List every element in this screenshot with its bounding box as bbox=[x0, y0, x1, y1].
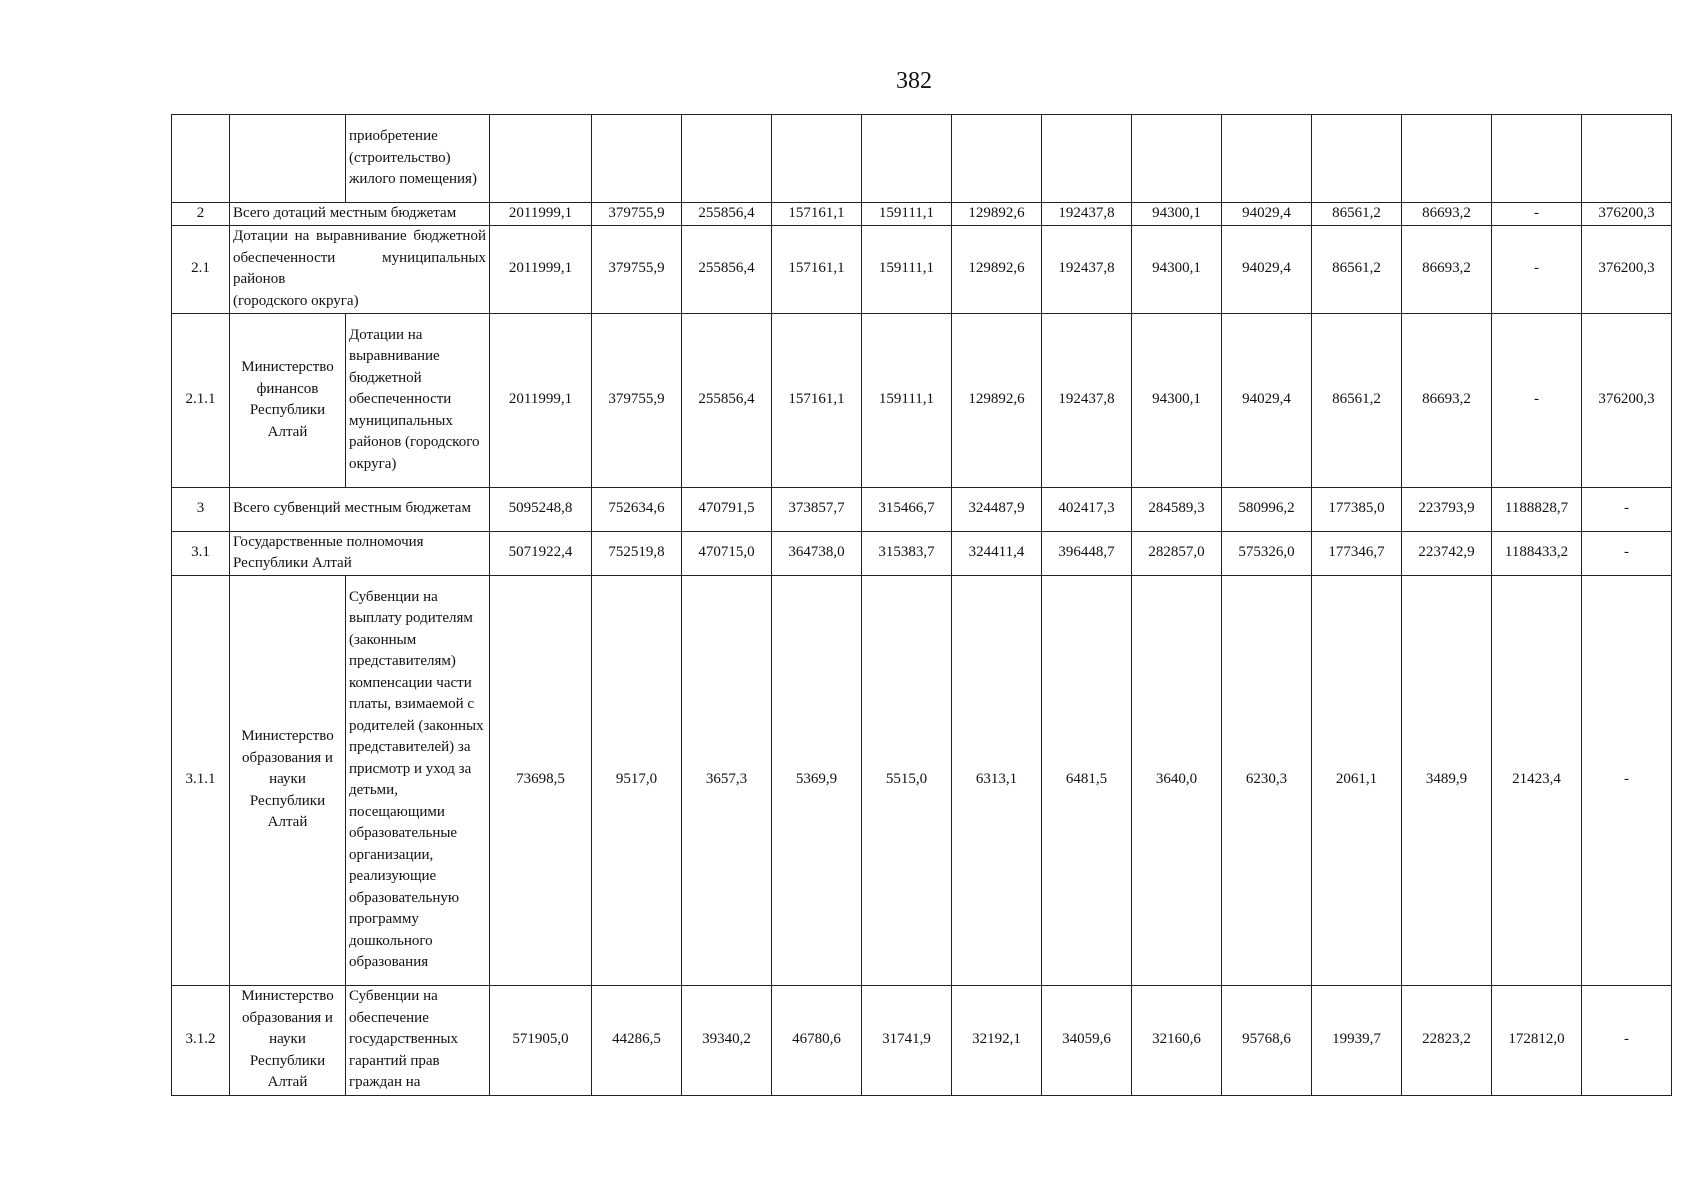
table-row bbox=[172, 575, 1672, 985]
cell-value: 31741,9 bbox=[862, 985, 952, 1095]
cell-value: 94300,1 bbox=[1132, 225, 1222, 313]
cell-value: 192437,8 bbox=[1042, 313, 1132, 487]
cell-value: - bbox=[1582, 531, 1672, 575]
table-row bbox=[172, 203, 1672, 226]
cell-value: 86561,2 bbox=[1312, 203, 1402, 226]
cell-value: 94029,4 bbox=[1222, 225, 1312, 313]
cell-value: 159111,1 bbox=[862, 225, 952, 313]
cell-value bbox=[1132, 115, 1222, 203]
cell-value: 376200,3 bbox=[1582, 203, 1672, 226]
cell-value: 94300,1 bbox=[1132, 313, 1222, 487]
cell-value: 129892,6 bbox=[952, 313, 1042, 487]
row-description: Дотации на выравнивание бюджетной обеспеченности муниципальных районов (городского округа) bbox=[346, 313, 490, 487]
table-row bbox=[172, 225, 1672, 313]
table-row bbox=[172, 531, 1672, 575]
cell-value: 34059,6 bbox=[1042, 985, 1132, 1095]
row-description: приобретение (строительство) жилого помещения) bbox=[346, 115, 490, 203]
cell-value: 324411,4 bbox=[952, 531, 1042, 575]
row-title-main: Дотации на выравнивание бюджетной обеспеченности муниципальных районов bbox=[233, 228, 486, 287]
cell-value bbox=[1402, 115, 1492, 203]
cell-value: 39340,2 bbox=[682, 985, 772, 1095]
row-agency bbox=[230, 115, 346, 203]
row-code: 3.1.2 bbox=[172, 985, 230, 1095]
row-description: Субвенции на обеспечение государственных гарантий прав граждан на bbox=[346, 985, 490, 1095]
row-code: 3 bbox=[172, 487, 230, 531]
cell-value bbox=[772, 115, 862, 203]
cell-value: 575326,0 bbox=[1222, 531, 1312, 575]
cell-value: 157161,1 bbox=[772, 225, 862, 313]
table-row bbox=[172, 985, 1672, 1095]
budget-table bbox=[171, 114, 1672, 1096]
cell-value bbox=[1582, 115, 1672, 203]
cell-value: 172812,0 bbox=[1492, 985, 1582, 1095]
cell-value: 44286,5 bbox=[592, 985, 682, 1095]
cell-value: 402417,3 bbox=[1042, 487, 1132, 531]
cell-value: 470715,0 bbox=[682, 531, 772, 575]
cell-value: 86561,2 bbox=[1312, 313, 1402, 487]
cell-value: 2011999,1 bbox=[490, 203, 592, 226]
row-code bbox=[172, 115, 230, 203]
cell-value: 177346,7 bbox=[1312, 531, 1402, 575]
cell-value: 580996,2 bbox=[1222, 487, 1312, 531]
cell-value: 94029,4 bbox=[1222, 313, 1312, 487]
cell-value: 2011999,1 bbox=[490, 225, 592, 313]
row-code: 2.1.1 bbox=[172, 313, 230, 487]
cell-value: 255856,4 bbox=[682, 203, 772, 226]
cell-value: 2061,1 bbox=[1312, 575, 1402, 985]
cell-value bbox=[1312, 115, 1402, 203]
row-code: 2 bbox=[172, 203, 230, 226]
cell-value: 22823,2 bbox=[1402, 985, 1492, 1095]
cell-value bbox=[1492, 115, 1582, 203]
table-row bbox=[172, 487, 1672, 531]
cell-value: 752634,6 bbox=[592, 487, 682, 531]
row-title bbox=[230, 225, 490, 313]
row-code: 2.1 bbox=[172, 225, 230, 313]
cell-value: 129892,6 bbox=[952, 203, 1042, 226]
row-title-last: (городского округа) bbox=[233, 292, 359, 309]
cell-value: 470791,5 bbox=[682, 487, 772, 531]
cell-value: - bbox=[1582, 487, 1672, 531]
row-code: 3.1 bbox=[172, 531, 230, 575]
cell-value: 192437,8 bbox=[1042, 225, 1132, 313]
cell-value: 46780,6 bbox=[772, 985, 862, 1095]
cell-value: 177385,0 bbox=[1312, 487, 1402, 531]
cell-value: 95768,6 bbox=[1222, 985, 1312, 1095]
cell-value: 379755,9 bbox=[592, 203, 682, 226]
row-code: 3.1.1 bbox=[172, 575, 230, 985]
cell-value: 1188433,2 bbox=[1492, 531, 1582, 575]
table-row bbox=[172, 313, 1672, 487]
cell-value: 5095248,8 bbox=[490, 487, 592, 531]
cell-value bbox=[952, 115, 1042, 203]
cell-value: 159111,1 bbox=[862, 203, 952, 226]
cell-value: 2011999,1 bbox=[490, 313, 592, 487]
cell-value: 94300,1 bbox=[1132, 203, 1222, 226]
row-title: Всего дотаций местным бюджетам bbox=[230, 203, 490, 226]
cell-value: 376200,3 bbox=[1582, 225, 1672, 313]
cell-value: 255856,4 bbox=[682, 313, 772, 487]
cell-value: 255856,4 bbox=[682, 225, 772, 313]
cell-value: 159111,1 bbox=[862, 313, 952, 487]
cell-value: 5515,0 bbox=[862, 575, 952, 985]
cell-value: 32192,1 bbox=[952, 985, 1042, 1095]
cell-value: 315466,7 bbox=[862, 487, 952, 531]
row-description: Субвенции на выплату родителям (законным представителям) компенсации части платы, взимаемой с родителей (законных представителей) за присмотр и уход за детьми, посещающими образовательные организации, реализующие образовательную программу дошкольного образования bbox=[346, 575, 490, 985]
cell-value: 5071922,4 bbox=[490, 531, 592, 575]
cell-value: 94029,4 bbox=[1222, 203, 1312, 226]
cell-value: 86693,2 bbox=[1402, 313, 1492, 487]
cell-value: 6230,3 bbox=[1222, 575, 1312, 985]
cell-value bbox=[1222, 115, 1312, 203]
cell-value: 223742,9 bbox=[1402, 531, 1492, 575]
cell-value: 284589,3 bbox=[1132, 487, 1222, 531]
cell-value bbox=[1042, 115, 1132, 203]
cell-value: 6313,1 bbox=[952, 575, 1042, 985]
cell-value: 396448,7 bbox=[1042, 531, 1132, 575]
cell-value: 6481,5 bbox=[1042, 575, 1132, 985]
row-agency: Министерство образования и науки Республики Алтай bbox=[230, 985, 346, 1095]
row-title: Всего субвенций местным бюджетам bbox=[230, 487, 490, 531]
cell-value: 3657,3 bbox=[682, 575, 772, 985]
row-title: Государственные полномочия Республики Алтай bbox=[230, 531, 490, 575]
cell-value: 9517,0 bbox=[592, 575, 682, 985]
cell-value: 129892,6 bbox=[952, 225, 1042, 313]
cell-value: 379755,9 bbox=[592, 313, 682, 487]
cell-value bbox=[682, 115, 772, 203]
cell-value: 5369,9 bbox=[772, 575, 862, 985]
cell-value bbox=[862, 115, 952, 203]
cell-value: 192437,8 bbox=[1042, 203, 1132, 226]
cell-value bbox=[592, 115, 682, 203]
cell-value: 376200,3 bbox=[1582, 313, 1672, 487]
cell-value: 752519,8 bbox=[592, 531, 682, 575]
cell-value: 3489,9 bbox=[1402, 575, 1492, 985]
cell-value: 32160,6 bbox=[1132, 985, 1222, 1095]
cell-value: 3640,0 bbox=[1132, 575, 1222, 985]
cell-value: - bbox=[1492, 203, 1582, 226]
cell-value: 86561,2 bbox=[1312, 225, 1402, 313]
cell-value: 86693,2 bbox=[1402, 203, 1492, 226]
cell-value: 157161,1 bbox=[772, 313, 862, 487]
row-agency: Министерство образования и науки Республики Алтай bbox=[230, 575, 346, 985]
cell-value: 21423,4 bbox=[1492, 575, 1582, 985]
cell-value: 373857,7 bbox=[772, 487, 862, 531]
cell-value: 73698,5 bbox=[490, 575, 592, 985]
cell-value: 86693,2 bbox=[1402, 225, 1492, 313]
cell-value: 324487,9 bbox=[952, 487, 1042, 531]
cell-value: 1188828,7 bbox=[1492, 487, 1582, 531]
cell-value: 223793,9 bbox=[1402, 487, 1492, 531]
cell-value: 571905,0 bbox=[490, 985, 592, 1095]
cell-value: 157161,1 bbox=[772, 203, 862, 226]
cell-value: 364738,0 bbox=[772, 531, 862, 575]
page-number: 382 bbox=[896, 68, 932, 94]
cell-value bbox=[490, 115, 592, 203]
cell-value: - bbox=[1582, 985, 1672, 1095]
cell-value: 379755,9 bbox=[592, 225, 682, 313]
row-agency: Министерство финансов Республики Алтай bbox=[230, 313, 346, 487]
cell-value: - bbox=[1492, 225, 1582, 313]
cell-value: - bbox=[1582, 575, 1672, 985]
cell-value: 282857,0 bbox=[1132, 531, 1222, 575]
cell-value: 315383,7 bbox=[862, 531, 952, 575]
table-row bbox=[172, 115, 1672, 203]
cell-value: 19939,7 bbox=[1312, 985, 1402, 1095]
cell-value: - bbox=[1492, 313, 1582, 487]
